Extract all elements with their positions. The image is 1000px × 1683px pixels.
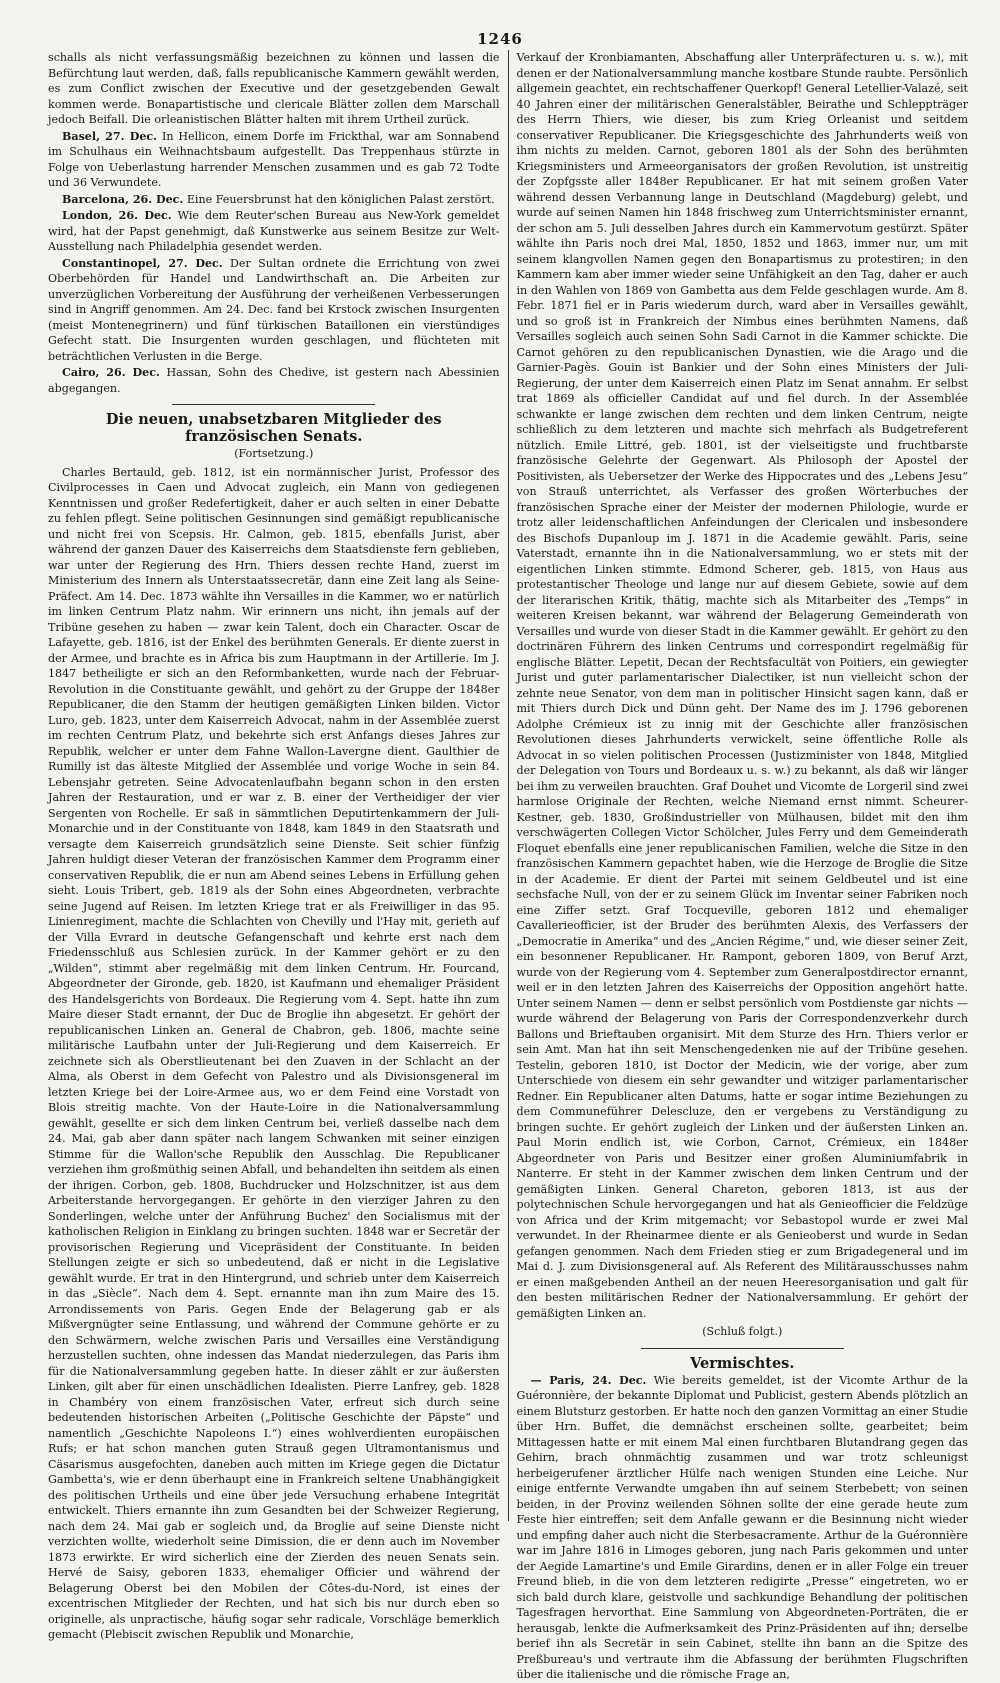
section-divider [172,404,375,405]
misc-dateline: — Paris, 24. Dec. [530,1373,647,1387]
article-headline: Die neuen, unabsetzbaren Mitglieder des französischen Senats. [105,411,442,445]
dispatch-dateline: London, 26. Dec. [62,209,172,222]
right-column [509,50,969,1681]
dispatch-barcelona [48,192,500,208]
article-paragraph-continued: Verkauf der Kronbiamanten, Abschaffung aller Unterpräfecturen u. s. w.), mit denen er der Nationalversammlung manche kostbare Stunde raubte. Persönlich allgemein geachtet, ein rechtschaffener Querkopf! General Letellier-Valazé, seit 40 Jahren einer der militärischen Generalstäbler, Beirathe und Schleppträger des Herrn Thiers, wie dieser, bis zum Krieg Orleanist und seitdem conservativer Republicaner. Die Kriegsgeschichte des Jahrhunderts weiß von ihm nichts zu melden. Carnot, geboren 1801 als der Sohn des berühmten Kriegsministers und Armeeorganisators der großen Revolution, ist unstreitig der Zopfgsste aller 1848er Republicaner. Er hat mit seinem großen Vater während dessen Verbannung lange in Deutschland (Magdeburg) gelebt, und wurde auf seinen Namen hin 1848 frischweg zum Unterrichtsminister ernannt, der schon am 5. Juli desselben Jahres durch ein Kammervotum gestürzt. Später wählte ihn Paris noch drei Mal, 1850, 1852 und 1863, immer nur, um mit seinem klangvollen Namen gegen den Bonapartismus zu protestiren; in den Kammern kam aber immer wieder seine Unfähigkeit an den Tag, daher er auch in den Wahlen von 1869 von Gambetta aus dem Felde geschlagen wurde. Am 8. Febr. 1871 fiel er in Paris wiederum durch, ward aber in Versailles gewählt, und so groß ist in Frankreich der Nimbus eines berühmten Namens, daß Versailles sogleich auch seinen Sohn Sadi Carnot in die Kammer schickte. Die Carnot gehören zu den republicanischen Dynastien, wie die Arago und die Garnier-Pagès. Gouin ist Bankier und der Sohn eines Ministers der Juli-Regierung, der unter dem Kaiserreich einen Platz im Senat annahm. Er selbst trat 1869 als officieller Candidat auf und fiel durch. In der Assemblée schwankte er lange zwischen dem rechten und dem linken Centrum, neigte schließlich zu dem letzteren und machte sich mehrfach als Budgetreferent nützlich. Emile Littré, geb. 1801, ist der vielseitigste und fruchtbarste französische Gelehrte der Gegenwart. Als Philosoph der Apostel der Positivisten, als Uebersetzer der Werke des Hippocrates und des „Lebens Jesu“ von Strauß unterrichtet, als Verfasser des großen Wörterbuches der französischen Sprache einer der Meister der modernen Philologie, wurde er trotz aller leidenschaftlichen Anfeindungen der Clericalen und insbesondere des Bischofs Dupanloup im J. 1871 in die Academie gewählt. Paris, seine Vaterstadt, ernannte ihn in die Nationalversammlung, wo er stets mit der eigentlichen Linken stimmte. Edmond Scherer, geb. 1815, von Haus aus protestantischer Theologe und lange nur auf diesem Gebiete, sowie auf dem der literarischen Kritik, thätig, machte sich als Mitarbeiter des „Temps“ in weiteren Kreisen bekannt, war während der Belagerung Gemeinderath von Versailles und wurde von dieser Stadt in die Kammer gewählt. Er gehört zu den doctrinären Führern des linken Centrums und correspondirt regelmäßig für englische Blätter. Lepetit, Decan der Rechtsfacultät von Poitiers, ein gewiegter Jurist und guter parlamentarischer Dialectiker, ist nun vielleicht schon der zehnte neue Senator, von dem man in politischer Hinsicht sagen kann, daß er mit Thiers durch Dick und Dünn geht. Der Name des im J. 1796 geborenen Adolphe Crémieux ist zu innig mit der Geschichte aller französischen Revolutionen dieses Jahrhunderts verwickelt, seine öffentliche Rolle als Advocat in so vielen politischen Processen (Justizminister von 1848, Mitglied der Delegation von Tours und Bordeaux u. s. w.) zu bekannt, als daß wir länger bei ihm zu verweilen brauchten. Graf Douhet und Vicomte de Lorgeril sind zwei harmlose Originale der Rechten, welche Niemand ernst nimmt. Scheurer-Kestner, geb. 1830, Großindustrieller von Mülhausen, bildet mit den ihm verschwägerten Collegen Victor Schölcher, Jules Ferry und dem Gemeinderath Floquet ebenfalls eine jener republicanischen Familien, welche die Sitze in den französischen Kammern gepachtet haben, wie die Herzoge de Broglie die Sitze in der Academie. Er dient der Partei mit seinem Geldbeutel und ist eine sechsfache Null, von der er zu seinem Glück im Inventar seiner Fabriken noch eine Ziffer setzt. Graf Tocqueville, geboren 1812 und ehemaliger Cavallerieofficier, ist der Bruder des berühmten Alexis, des Verfassers der „Democratie in Amerika“ und des „Ancien Régime,“ und, wie dieser seiner Zeit, ein besonnener Republicaner. Hr. Rampont, geboren 1809, von Beruf Arzt, wurde von der Regierung vom 4. September zum Generalpostdirector ernannt, weil er in den letzten Jahren des Kaiserreichs der Opposition angehört hatte. Unter seinem Namen — denn er selbst persönlich vom Postdienste gar nichts — wurde während der Belagerung von Paris der Correspondenzverkehr durch Ballons und Brieftauben organisirt. Mit dem Sturze des Hrn. Thiers verlor er sein Amt. Man hat ihn seit Menschengedenken nie auf der Tribüne gesehen. Testelin, geboren 1810, ist Doctor der Medicin, wie der vorige, aber zum Unterschiede von diesem ein sehr gewandter und witziger parlamentarischer Redner. Ein Republicaner alten Datums, hatte er sogar intime Beziehungen zu dem Communeführer Delescluze, den er vergebens zu Verständigung zu bringen suchte. Er gehört zugleich der Linken und der äußersten Linken an. Paul Morin endlich ist, wie Corbon, Carnot, Crémieux, ein 1848er Abgeordneter von Paris und Besitzer einer großen Aluminiumfabrik in Nanterre. Er steht in der Kammer zwischen dem linken Centrum und der gemäßigten Linken. General Chareton, geboren 1813, ist aus der polytechnischen Schule hervorgegangen und hat als Genieofficier die Feldzüge von Africa und der Krim mitgemacht; vor Sebastopol wurde er zwei Mal verwundet. In der Rheinarmee diente er als Genieoberst und wurde in Sedan gefangen genommen. Nach dem Frieden stieg er zum Brigadegeneral und im Mai d. J. zum Divisionsgeneral auf. Als Referent des Militärausschusses nahm er einen maßgebenden Antheil an der neuen Heeresorganisation und galt für den besten militärischen Redner der Nationalversammlung. Er gehört der gemäßigten Linken an. [516,51,968,1320]
dispatch-london [48,208,500,255]
intro-paragraph: schalls als nicht verfassungsmäßig bezeichnen zu können und lassen die Befürchtung laut werden, daß, falls republicanische Kammern gewählt werden, es zum Conflict zwischen der Executive und der gesetzgebenden Gewalt kommen werde. Bonapartistische und clericale Blätter zollen dem Marschall jedoch Beifall. Die orleanistischen Blätter halten mit ihrem Urtheil zurück. [48,51,500,126]
section-divider [641,1348,844,1349]
misc-text: Wie bereits gemeldet, ist der Vicomte Arthur de la Guéronnière, der bekannte Diplomat und Publicist, gestern Abends plötzlich an einem Blutsturz gestorben. Er hatte noch den ganzen Vormittag an einer Studie über Hrn. Buffet, die demnächst erscheinen sollte, gearbeitet; beim Mittagessen hatte er mit einem Mal einen furchtbaren Blutandrang gegen das Gehirn, brach ohnmächtig zusammen und war trotz schleunigst herbeigerufener ärztlicher Hülfe nach wenigen Stunden eine Leiche. Nur einige entfernte Verwandte umgaben ihn auf seinem Sterbebett; von seinen beiden, in der Provinz weilenden Söhnen sollte der eine gerade heute zum Feste hier eintreffen; seit dem Anfalle gewann er die Besinnung nicht wieder und empfing daher auch nicht die Sterbesacramente. Arthur de la Guéronnière war im Jahre 1816 in Limoges geboren, jung nach Paris gekommen und unter der Aegide Lamartine's und Emile Girardins, denen er in aller Folge ein treuer Freund blieb, in die von dem letzteren redigirte „Presse“ eingetreten, wo er sich bald durch klare, geistvolle und sachkundige Behandlung der politischen Tagesfragen hervorthat. Eine Sammlung von Abgeordneten-Porträten, die er herausgab, lenkte die Aufmerksamkeit des Prinz-Präsidenten auf ihn; derselbe berief ihn als Secretär in sein Cabinet, stellte ihn bann an die Spitze des Preßbureau's und vertraute ihm die Abfassung der berühmten Flugschriften über die italienische und die römische Frage an, [516,1373,968,1681]
dispatch-dateline: Cairo, 26. Dec. [62,366,160,379]
misc-paragraph [517,1373,969,1683]
page-number: 1246 [477,30,523,48]
dispatch-dateline: Basel, 27. Dec. [62,129,158,143]
article-subhead: (Fortsetzung.) [234,447,314,460]
dispatch-text: Der Sultan ordnete die Errichtung von zwei Oberbehörden für Handel und Landwirthschaft an. Die Arbeiten zur unverzüglichen Vorbereitung der Ausführung der verheißenen Verbesserungen sind in Angriff genommen. Am 24. Dec. fand bei Krstock zwischen Insurgenten (meist Montenegrinern) und fünf türkischen Bataillonen ein vierstündiges Gefecht statt. Die Insurgenten wurden geschlagen, und flüchteten mit beträchtlichen Verlusten in die Berge. [48,256,500,363]
dispatch-text: Eine Feuersbrunst hat den königlichen Palast zerstört. [186,192,495,206]
left-column [48,50,508,1641]
dispatch-cairo [48,365,500,396]
columns [48,50,968,1681]
dispatch-basel [48,129,500,191]
dispatch-dateline: Barcelona, 26. Dec. [62,192,184,206]
article-closing: (Schluß folgt.) [702,1325,783,1338]
dispatch-text: Hassan, Sohn des Chedive, ist gestern nach Abessinien abgegangen. [48,366,500,395]
article-paragraph: Charles Bertauld, geb. 1812, ist ein normännischer Jurist, Professor des Civilprocesses in Caen und Advocat zugleich, ein Mann von gediegenen Kenntnissen und großer Redefertigkeit, daher er auch selten in einer Debatte zu fehlen pflegt. Seine politischen Gesinnungen sind gemäßigt republicanische und nicht frei von Scepsis. Hr. Calmon, geb. 1815, ebenfalls Jurist, aber während der ganzen Dauer des Kaiserreichs dem Staatsdienste fern geblieben, war unter der Regierung des Hrn. Thiers dessen rechte Hand, zuerst im Ministerium des Innern als Unterstaatssecretär, dann eine Zeit lang als Seine-Präfect. Am 14. Dec. 1873 wählte ihn Versailles in die Kammer, wo er natürlich im linken Centrum Platz nahm. Wir erinnern uns nicht, ihn jemals auf der Tribüne gesehen zu haben — zwar kein Talent, doch ein Character. Oscar de Lafayette, geb. 1816, ist der Enkel des berühmten Generals. Er diente zuerst in der Armee, und brachte es in Africa bis zum Hauptmann in der Artillerie. Im J. 1847 betheiligte er sich an den Reformbanketten, wurde nach der Februar-Revolution in die Constituante gewählt, und gehört zu der Gruppe der 1848er Republicaner, die den Stamm der heutigen gemäßigten Linken bilden. Victor Luro, geb. 1823, unter dem Kaiserreich Advocat, nahm in der Assemblée zuerst im rechten Centrum Platz, und bekehrte sich erst Anfangs dieses Jahres zur Republik, welcher er unter dem Fahne Wallon-Lavergne dient. Gaulthier de Rumilly ist das älteste Mitglied der Assemblée und vorige Woche in sein 84. Lebensjahr getreten. Seine Advocatenlaufbahn begann schon in den ersten Jahren der Restauration, und er war z. B. einer der Vertheidiger der vier Sergenten von Rochelle. Er saß in sämmtlichen Deputirtenkammern der Juli-Monarchie und in der Constituante von 1848, kam 1849 in den Staatsrath und versagte dem Kaiserreich grundsätzlich seine Dienste. Seit schier fünfzig Jahren huldigt dieser Veteran der französischen Kammer dem Programm einer conservativen Republik, die er nun am Abend seines Lebens in Erfüllung gehen sieht. Louis Tribert, geb. 1819 als der Sohn eines Abgeordneten, verbrachte seine Jugend auf Reisen. Im letzten Kriege trat er als Freiwilliger in das 95. Linienregiment, machte die Schlachten von Chevilly und l'Hay mit, gerieth auf der Villa Evrard in deutsche Gefangenschaft und kehrte erst nach dem Friedensschluß aus Schlesien zurück. In der Kammer gehört er zu den „Wilden“, stimmt aber regelmäßig mit dem linken Centrum. Hr. Fourcand, Abgeordneter der Gironde, geb. 1820, ist Kaufmann und ehemaliger Präsident des Handelsgerichts von Bordeaux. Die Regierung vom 4. Sept. hatte ihn zum Maire dieser Stadt ernannt, der Duc de Broglie ihn abgesetzt. Er gehört der republicanischen Linken an. General de Chabron, geb. 1806, machte seine militärische Laufbahn unter der Juli-Regierung und dem Kaiserreich. Er zeichnete sich als Oberstlieutenant bei den Zuaven in der Schlacht an der Alma, als Oberst in dem Gefecht von Palestro und als Divisionsgeneral im letzten Kriege bei der Loire-Armee aus, wo er dem Feind eine Vorstadt von Blois streitig machte. Von der Haute-Loire in die Nationalversammlung gewählt, gesellte er sich dem linken Centrum bei, verließ dasselbe nach dem 24. Mai, gab aber dann später nach langem Schwanken mit seiner einzigen Stimme für die Wallon'sche Republik den Ausschlag. Die Republicaner verziehen ihm großmüthig seinen Abfall, und behandelten ihn seitdem als einen der ihrigen. Corbon, geb. 1808, Buchdrucker und Holzschnitzer, ist aus dem Arbeiterstande hervorgegangen. Er gehörte in den vierziger Jahren zu den Sonderlingen, welche unter der Anführung Buchez' den Socialismus mit der katholischen Religion in Einklang zu bringen suchten. 1848 war er Secretär der provisorischen Regierung und Vicepräsident der Constituante. In beiden Stellungen zeigte er sich so unbedeutend, daß er nicht in die Legislative gewählt wurde. Er trat in den Hintergrund, und schrieb unter dem Kaiserreich in das „Siècle“. Nach dem 4. Sept. ernannte man ihn zum Maire des 15. Arrondissements von Paris. Gegen Ende der Belagerung gab er als Mißvergnügter seine Entlassung, und während der Commune gehörte er zu den Schwärmern, welche zwischen Paris und Versailles eine Verständigung herzustellen suchten, ohne indessen das Mandat niederzulegen, das Paris ihm für die Nationalversammlung gegeben hatte. In dieser zählt er zur äußersten Linken, gilt aber für einen unschädlichen Idealisten. Pierre Lanfrey, geb. 1828 in Chambéry von einem französischen Vater, erfreut sich durch seine bedeutenden historischen Arbeiten („Politische Geschichte der Päpste“ und namentlich „Geschichte Napoleons I.“) eines wohlverdienten europäischen Rufs; er hat schon manchen guten Strauß gegen Ultramontanismus und Cäsarismus ausgefochten, daneben auch mitten im Kriege gegen die Dictatur Gambetta's, wie er denn überhaupt eine in Frankreich seltene Unabhängigkeit des politischen Urtheils und eine über jede Versuchung erhabene Integrität entwickelt. Thiers ernannte ihn zum Gesandten bei der Schweizer Regierung, nach dem 24. Mai gab er sogleich und, da Broglie auf seine Dienste nicht verzichten wollte, wiederholt seine Dimission, die er denn auch im November 1873 erwirkte. Er wird sicherlich eine der Zierden des neuen Senats sein. Hervé de Saisy, geboren 1833, ehemaliger Officier und während der Belagerung Oberst bei den Mobilen der Côtes-du-Nord, ist eines der excentrischen Mitglieder der Rechten, und hat sich bis nur durch eben so originelle, als unpractische, häufig sogar sehr radicale, Vorschläge bemerklich gemacht (Plebiscit zwischen Republik und Monarchie, [48,465,500,1641]
dispatch-text: In Hellicon, einem Dorfe im Frickthal, war am Sonnabend im Schulhaus ein Weihnachtsbaum aufgestellt. Das Treppenhaus stürzte in Folge von Ueberlastung harrender Menschen zusammen und es gab 72 Todte und 36 Verwundete. [48,129,500,189]
dispatch-dateline: Constantinopel, 27. Dec. [62,256,223,270]
misc-headline: Vermischtes. [690,1354,795,1372]
dispatch-text: Wie dem Reuter'schen Bureau aus New-York gemeldet wird, hat der Papst genehmigt, daß Kunstwerke aus seinem Besitze zur Welt-Ausstellung nach Philadelphia gesendet werden. [48,209,500,253]
dispatch-constantinopel [48,256,500,365]
